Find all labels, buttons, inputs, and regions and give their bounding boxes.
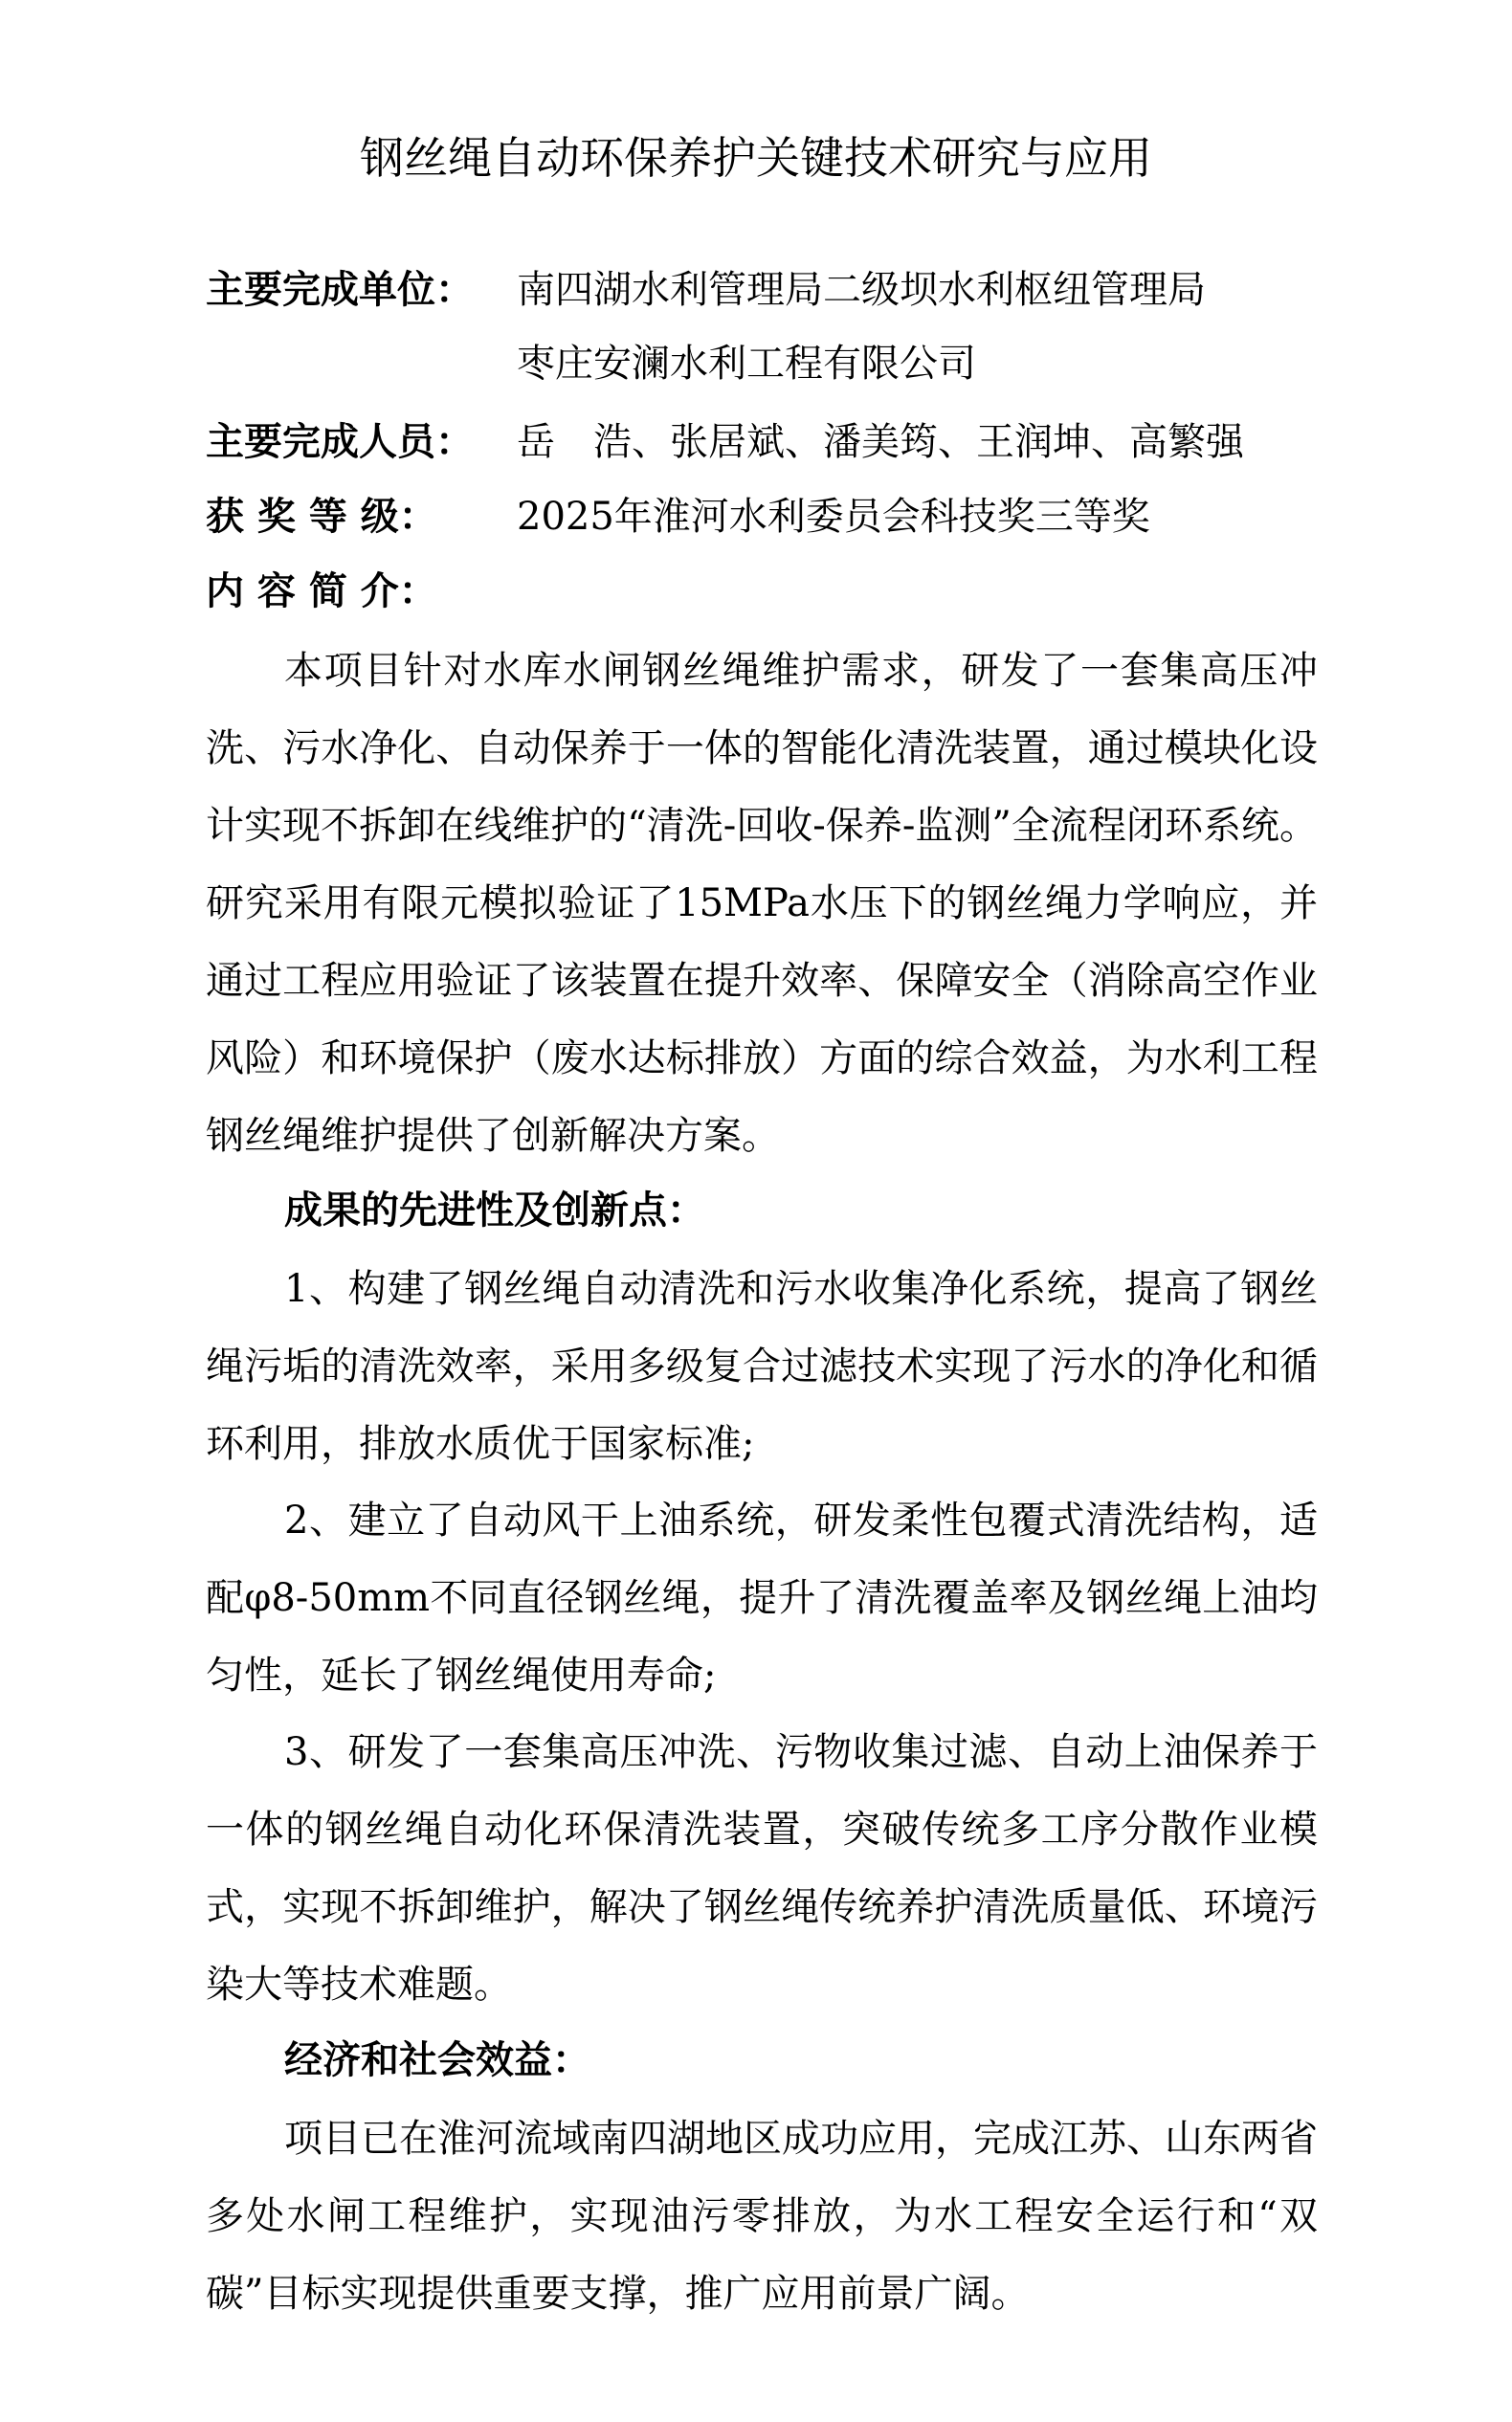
award-value: 2025年淮河水利委员会科技奖三等奖: [517, 495, 1150, 539]
innovation-heading: 成果的先进性及创新点：: [284, 1188, 705, 1233]
innovation-item-2: 2、建立了自动风干上油系统，研发柔性包覆式清洗结构，适配φ8-50mm不同直径钢丝绳，提升了清洗覆盖率及钢丝绳上油均匀性，延长了钢丝绳使用寿命;: [206, 1499, 1318, 1698]
people-label: 主要完成人员：: [206, 419, 474, 464]
innovation-item-3: 3、研发了一套集高压冲洗、污物收集过滤、自动上油保养于一体的钢丝绳自动化环保清洗装置，突破传统多工序分散作业模式，实现不拆卸维护，解决了钢丝绳传统养护清洗质量低、环境污染大等技术难题。: [206, 1730, 1318, 2007]
innovation-item-1: 1、构建了钢丝绳自动清洗和污水收集净化系统，提高了钢丝绳污垢的清洗效率，采用多级复合过滤技术实现了污水的净化和循环利用，排放水质优于国家标准;: [206, 1267, 1318, 1466]
document-title: 钢丝绳自动环保养护关键技术研究与应用: [360, 132, 1152, 184]
people-value: 岳 浩、张居斌、潘美筠、王润坤、高繁强: [517, 420, 1244, 464]
award-label: 获 奖 等 级：: [206, 494, 437, 539]
units-value-1: 南四湖水利管理局二级坝水利枢纽管理局: [517, 268, 1206, 312]
units-label: 主要完成单位：: [206, 267, 474, 312]
intro-label: 内 容 简 介：: [206, 568, 437, 613]
intro-paragraph: 本项目针对水库水闸钢丝绳维护需求，研发了一套集高压冲洗、污水净化、自动保养于一体的智能化清洗装置，通过模块化设计实现不拆卸在线维护的“清洗-回收-保养-监测”全流程闭环系统。研究采用有限元模拟验证了15MPa水压下的钢丝绳力学响应，并通过工程应用验证了该装置在提升效率、保障安全（消除高空作业风险）和环境保护（废水达标排放）方面的综合效益，为水利工程钢丝绳维护提供了创新解决方案。: [206, 649, 1318, 1158]
units-value-2: 枣庄安澜水利工程有限公司: [517, 342, 976, 386]
benefits-heading: 经济和社会效益：: [284, 2037, 590, 2082]
benefits-paragraph: 项目已在淮河流域南四湖地区成功应用，完成江苏、山东两省多处水闸工程维护，实现油污零排放，为水工程安全运行和“双碳”目标实现提供重要支撑，推广应用前景广阔。: [206, 2117, 1318, 2316]
